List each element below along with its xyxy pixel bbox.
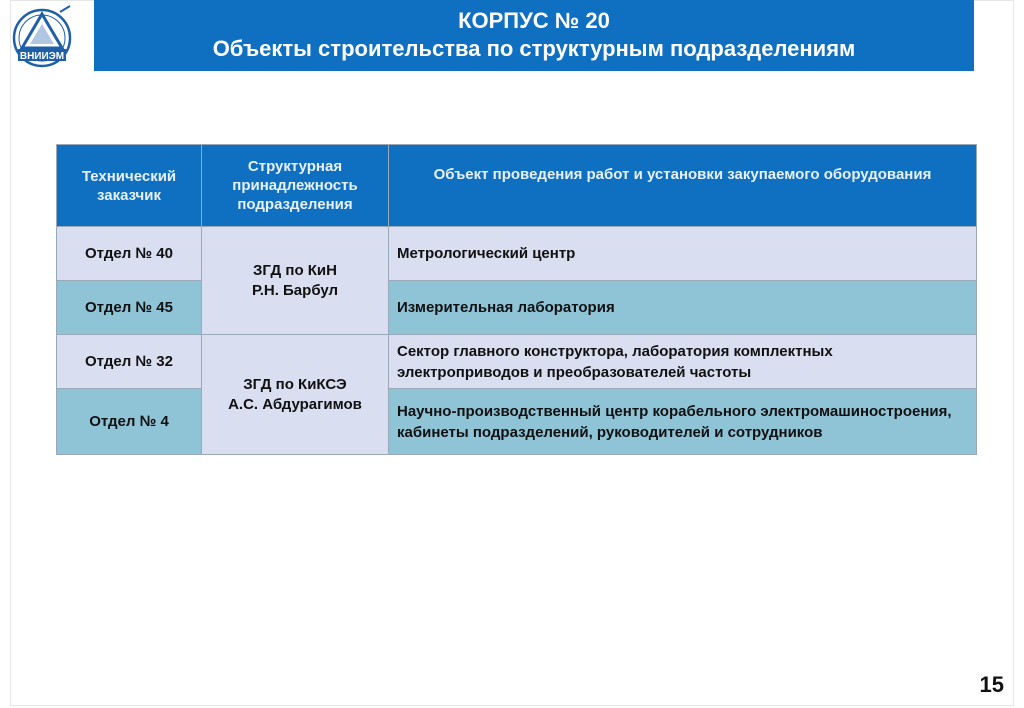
affiliation-person: Р.Н. Барбул <box>251 281 339 299</box>
object-cell: Измерительная лаборатория <box>389 281 977 335</box>
dept-cell: Отдел № 40 <box>57 227 202 281</box>
slide-title: КОРПУС № 20 <box>458 8 610 33</box>
slide-subtitle: Объекты строительства по структурным подразделениям <box>212 36 856 61</box>
affiliation-cell <box>202 227 389 335</box>
affiliation-cell <box>202 335 389 455</box>
object-cell: Научно-производственный центр корабельного электромашиностроения, кабинеты подразделений, руководителей и сотрудников <box>389 389 977 455</box>
slide-header <box>94 0 974 71</box>
affiliation-title: ЗГД по КиКСЭ <box>243 375 347 393</box>
table-header-row <box>57 145 977 227</box>
affiliation-title: ЗГД по КиН <box>253 261 337 279</box>
table-row <box>57 389 977 455</box>
object-cell: Сектор главного конструктора, лаборатория комплектных электроприводов и преобразователей частоты <box>389 335 977 389</box>
header-object: Объект проведения работ и установки закупаемого оборудования <box>389 145 977 227</box>
page-number: 15 <box>979 672 1004 697</box>
header-customer: Технический заказчик <box>57 145 202 227</box>
dept-cell: Отдел № 4 <box>57 389 202 455</box>
logo-text: ВНИИЭМ <box>19 51 65 62</box>
object-cell: Метрологический центр <box>389 227 977 281</box>
table-row <box>57 281 977 335</box>
dept-cell: Отдел № 45 <box>57 281 202 335</box>
table-row <box>57 335 977 389</box>
table-row <box>57 227 977 281</box>
affiliation-person: А.С. Абдурагимов <box>228 395 362 413</box>
header-affiliation: Структурная принадлежность подразделения <box>202 145 389 227</box>
dept-cell: Отдел № 32 <box>57 335 202 389</box>
objects-table <box>56 144 977 455</box>
vniiem-logo-icon <box>8 4 78 70</box>
